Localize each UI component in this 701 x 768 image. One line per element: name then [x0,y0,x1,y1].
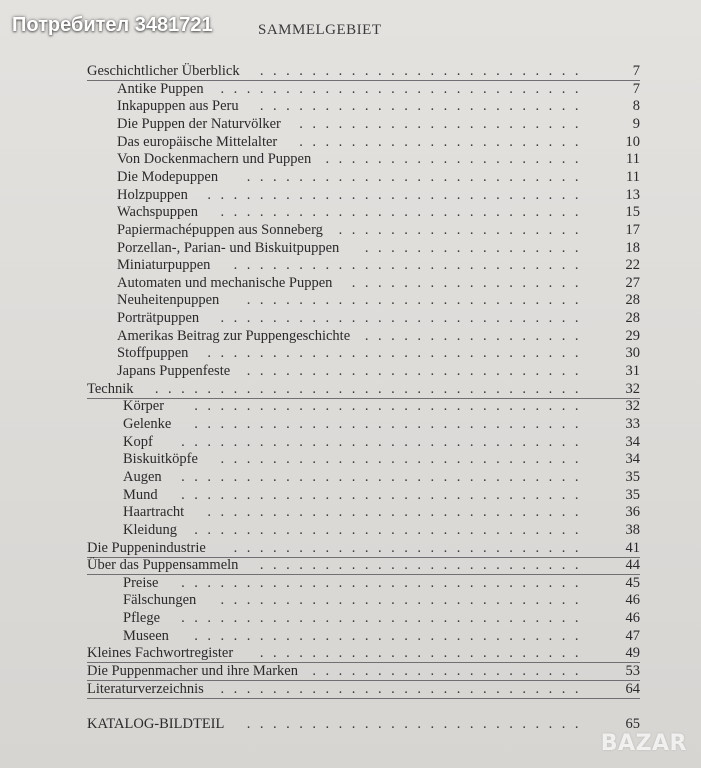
toc-entry [123,415,640,433]
toc-entry [117,133,640,151]
dot-leader: ................... [338,222,588,238]
dot-leader: .............................. [194,628,588,644]
toc-entry-title: Kleidung [123,522,177,538]
toc-entry-page: 35 [625,469,640,485]
toc-entry [117,239,640,257]
toc-entry [87,644,640,662]
toc-entry-page: 17 [625,222,640,238]
dot-leader: ............................ [220,204,588,220]
toc-entry-title: Das europäische Mittelalter [117,134,278,150]
toc-entry-page: 36 [625,504,640,520]
toc-entry [117,274,640,292]
toc-entry-title: Japans Puppenfeste [117,363,231,379]
toc-entry [117,115,640,133]
toc-entry-rule [87,698,640,699]
toc-entry-page: 47 [625,628,640,644]
toc-entry [123,450,640,468]
toc-entry-page: 28 [625,292,640,308]
dot-leader: ........................... [233,257,588,273]
toc-entry-title: Miniaturpuppen [117,257,211,273]
toc-entry [117,80,640,98]
toc-entry-page: 27 [625,275,640,291]
toc-entry-title: Literaturverzeichnis [87,681,204,697]
toc-entry-title: Automaten und mechanische Puppen [117,275,333,291]
toc-entry-title: Biskuitköpfe [123,451,198,467]
toc-entry [123,486,640,504]
toc-entry-page: 64 [625,681,640,697]
toc-entry-title: Die Puppen der Naturvölker [117,116,281,132]
dot-leader: ..................... [312,663,588,679]
toc-entry-page: 46 [625,610,640,626]
dot-leader: ................................. [154,381,588,397]
toc-entry-page: 7 [632,81,640,97]
toc-entry-title: Geschichtlicher Überblick [87,63,240,79]
dot-leader: ............................... [181,469,588,485]
toc-entry-title: Über das Puppensammeln [87,557,239,573]
toc-entry-title: Porträtpuppen [117,310,200,326]
toc-entry-page: 30 [625,345,640,361]
toc-entry-title: Augen [123,469,162,485]
dot-leader: ............................ [220,592,588,608]
toc-entry-title: Neuheitenpuppen [117,292,220,308]
toc-entry-title: Pflege [123,610,161,626]
dot-leader: ........................... [233,540,588,556]
toc-entry [123,433,640,451]
dot-leader: ......................... [259,557,588,573]
dot-leader: ............................ [220,451,588,467]
dot-leader: .......................... [246,169,588,185]
toc-entry-page: 11 [626,151,640,167]
toc-entry [123,521,640,539]
toc-entry [123,397,640,415]
toc-entry-title: Inkapuppen aus Peru [117,98,239,114]
dot-leader: ............................. [207,504,588,520]
toc-entry [123,574,640,592]
toc-entry-page: 41 [625,540,640,556]
toc-entry-page: 32 [625,381,640,397]
toc-entry-page: 11 [626,169,640,185]
dot-leader: .................. [351,275,588,291]
dot-leader: ............................... [181,434,588,450]
toc-entry-page: 34 [625,451,640,467]
toc-entry [117,309,640,327]
toc-entry [123,468,640,486]
toc-entry [123,591,640,609]
toc-entry-title: Wachspuppen [117,204,198,220]
toc-entry-title: Gelenke [123,416,172,432]
dot-leader: ......................... [259,645,588,661]
dot-leader: ............................... [181,487,588,503]
toc-entry-page: 33 [625,416,640,432]
dot-leader: .......................... [246,716,588,732]
toc-entry-title: Technik [87,381,134,397]
toc-entry-page: 32 [625,398,640,414]
toc-entry [117,203,640,221]
dot-leader: ............................. [207,345,588,361]
toc-entry-title: Kleines Fachwortregister [87,645,234,661]
toc-entry-title: Stoffpuppen [117,345,189,361]
toc-entry-page: 15 [625,204,640,220]
toc-entry [87,662,640,680]
toc-entry-page: 28 [625,310,640,326]
toc-entry [87,380,640,398]
toc-entry-title: Kopf [123,434,153,450]
dot-leader: ................. [364,328,588,344]
section-heading: SAMMELGEBIET [258,22,382,38]
toc-entry [87,715,640,733]
toc-entry-title: Porzellan-, Parian- und Biskuitpuppen [117,240,340,256]
dot-leader: .............................. [194,398,588,414]
toc-entry-title: Holzpuppen [117,187,188,203]
toc-entry [117,150,640,168]
toc-entry-title: Papiermachépuppen aus Sonneberg [117,222,323,238]
toc-entry-title: Museen [123,628,169,644]
dot-leader: ............................. [207,187,588,203]
toc-entry-page: 29 [625,328,640,344]
toc-entry-page: 13 [625,187,640,203]
toc-entry-page: 8 [632,98,640,114]
toc-entry [117,221,640,239]
toc-entry [117,362,640,380]
toc-entry-page: 34 [625,434,640,450]
toc-entry-title: Die Puppenmacher und ihre Marken [87,663,298,679]
bazar-logo: BAZAR [600,731,687,756]
toc-entry-title: Die Puppenindustrie [87,540,206,556]
toc-entry-title: Antike Puppen [117,81,204,97]
toc-entry-page: 9 [632,116,640,132]
toc-entry-page: 49 [625,645,640,661]
toc-entry [117,256,640,274]
dot-leader: .............................. [194,416,588,432]
toc-entry-title: Preise [123,575,159,591]
dot-leader: .................... [325,151,588,167]
dot-leader: ............................ [220,81,588,97]
toc-entry-page: 45 [625,575,640,591]
toc-entry-page: 65 [625,716,640,732]
toc-entry-title: Haartracht [123,504,185,520]
dot-leader: ......................... [259,63,588,79]
dot-leader: ............................... [181,575,588,591]
toc-entry [123,609,640,627]
user-watermark: Потребител 3481721 [12,14,213,36]
toc-entry-page: 31 [625,363,640,379]
dot-leader: ............................ [220,310,588,326]
dot-leader: ......................... [259,98,588,114]
toc-entry-title: Fälschungen [123,592,197,608]
toc-entry-page: 7 [632,63,640,79]
toc-entry-page: 22 [625,257,640,273]
toc-entry-page: 53 [625,663,640,679]
toc-entry-title: Von Dockenmachern und Puppen [117,151,312,167]
dot-leader: ............................ [220,681,588,697]
dot-leader: ...................... [299,116,588,132]
toc-entry-page: 44 [625,557,640,573]
toc-entry [87,556,640,574]
toc-entry-page: 18 [625,240,640,256]
toc-entry-page: 10 [625,134,640,150]
toc-entry [117,291,640,309]
dot-leader: ................. [364,240,588,256]
toc-entry [123,627,640,645]
toc-entry-title: Die Modepuppen [117,169,219,185]
toc-entry [87,539,640,557]
toc-entry-title: Amerikas Beitrag zur Puppengeschichte [117,328,351,344]
toc-entry-title: Körper [123,398,165,414]
toc-entry-page: 35 [625,487,640,503]
dot-leader: ............................... [181,610,588,626]
toc-entry [117,186,640,204]
toc-entry-title: KATALOG-BILDTEIL [87,716,225,732]
toc-entry [87,62,640,80]
toc-entry [117,97,640,115]
toc-entry-page: 38 [625,522,640,538]
toc-entry-title: Mund [123,487,158,503]
dot-leader: .......................... [246,363,588,379]
toc-entry [117,168,640,186]
dot-leader: ...................... [299,134,588,150]
toc-entry-page: 46 [625,592,640,608]
toc-entry [117,327,640,345]
toc-entry [123,503,640,521]
toc-entry [87,680,640,698]
dot-leader: .......................... [246,292,588,308]
dot-leader: .............................. [194,522,588,538]
toc-entry [117,344,640,362]
